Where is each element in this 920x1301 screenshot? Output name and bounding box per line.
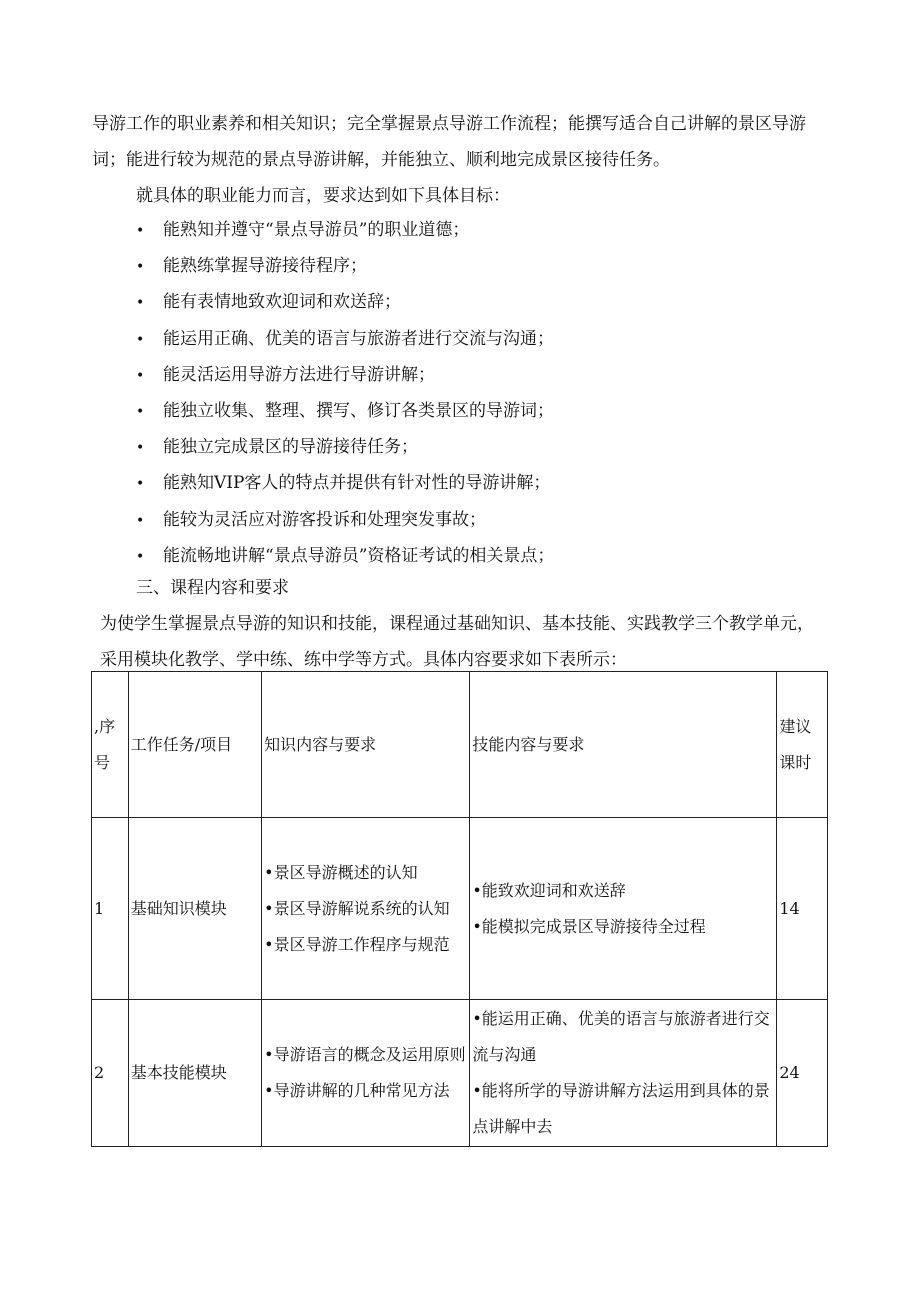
table-row bbox=[92, 818, 828, 1000]
row-knowledge bbox=[262, 1000, 470, 1147]
bullet-icon: • bbox=[136, 223, 145, 239]
bullet-icon: • bbox=[136, 295, 145, 312]
table-header-row bbox=[92, 672, 828, 818]
knowledge-item: • 景区导游解说系统的认知 bbox=[264, 891, 467, 927]
row-skill bbox=[470, 818, 777, 1000]
list-item: • 能熟知并遵守“景点导游员”的职业道德； bbox=[136, 212, 554, 248]
list-item: • 能熟练掌握导游接待程序； bbox=[136, 248, 554, 284]
skill-item: • 能将所学的导游讲解方法运用到具体的景点讲解中去 bbox=[472, 1073, 774, 1145]
row-seq: 2 bbox=[92, 1000, 129, 1147]
list-item: • 能独立完成景区的导游接待任务； bbox=[136, 429, 554, 465]
row-task: 基础知识模块 bbox=[128, 818, 261, 1000]
row-seq: 1 bbox=[92, 818, 129, 1000]
knowledge-item: • 景区导游工作程序与规范 bbox=[264, 927, 467, 963]
bullet-icon: • bbox=[136, 403, 145, 420]
row-hours: 14 bbox=[777, 818, 828, 1000]
intro-line-2: 词；能进行较为规范的景点导游讲解，并能独立、顺利地完成景区接待任务。 bbox=[92, 150, 670, 170]
list-item: • 能熟知VIP客人的特点并提供有针对性的导游讲解； bbox=[136, 465, 554, 501]
knowledge-item: • 导游语言的概念及运用原则 bbox=[264, 1037, 467, 1073]
table-row bbox=[92, 1000, 828, 1147]
header-knowledge: 知识内容与要求 bbox=[262, 672, 470, 818]
row-hours: 24 bbox=[777, 1000, 828, 1147]
ability-list bbox=[136, 212, 554, 574]
bullet-icon: • bbox=[136, 512, 145, 529]
skill-item: • 能模拟完成景区导游接待全过程 bbox=[472, 909, 774, 945]
header-task: 工作任务/项目 bbox=[128, 672, 261, 818]
course-content-table bbox=[91, 671, 828, 1147]
list-item: • 能有表情地致欢迎词和欢送辞； bbox=[136, 284, 554, 320]
bullet-icon: • bbox=[136, 259, 145, 276]
header-hours: 建议课时 bbox=[777, 672, 828, 818]
skill-item: • 能致欢迎词和欢送辞 bbox=[472, 873, 774, 909]
section-para-line-1: 为使学生掌握景点导游的知识和技能，课程通过基础知识、基本技能、实践教学三个教学单元， bbox=[100, 614, 814, 634]
bullet-icon: • bbox=[136, 367, 145, 384]
bullet-icon: • bbox=[136, 440, 145, 457]
list-item: • 能灵活运用导游方法进行导游讲解； bbox=[136, 357, 554, 393]
knowledge-item: • 导游讲解的几种常见方法 bbox=[264, 1073, 467, 1109]
bullet-icon: • bbox=[136, 548, 145, 565]
skill-item: • 能运用正确、优美的语言与旅游者进行交流与沟通 bbox=[472, 1001, 774, 1073]
list-item: • 能流畅地讲解“景点导游员”资格证考试的相关景点； bbox=[136, 538, 554, 574]
header-seq: ,序号 bbox=[92, 672, 129, 818]
row-task: 基本技能模块 bbox=[128, 1000, 261, 1147]
row-skill bbox=[470, 1000, 777, 1147]
knowledge-item: • 景区导游概述的认知 bbox=[264, 855, 467, 891]
bullet-icon: • bbox=[136, 331, 145, 348]
list-item: • 能运用正确、优美的语言与旅游者进行交流与沟通； bbox=[136, 321, 554, 357]
intro-line-1: 导游工作的职业素养和相关知识；完全掌握景点导游工作流程；能撰写适合自己讲解的景区导游 bbox=[92, 114, 806, 134]
list-item: • 能较为灵活应对游客投诉和处理突发事故； bbox=[136, 502, 554, 538]
list-item: • 能独立收集、整理、撰写、修订各类景区的导游词； bbox=[136, 393, 554, 429]
header-skill: 技能内容与要求 bbox=[470, 672, 777, 818]
bullet-icon: • bbox=[136, 476, 145, 493]
section-heading: 三、课程内容和要求 bbox=[136, 578, 289, 598]
section-para-line-2: 采用模块化教学、学中练、练中学等方式。具体内容要求如下表所示： bbox=[100, 650, 627, 670]
row-knowledge bbox=[262, 818, 470, 1000]
abilities-intro: 就具体的职业能力而言，要求达到如下具体目标： bbox=[136, 186, 510, 206]
